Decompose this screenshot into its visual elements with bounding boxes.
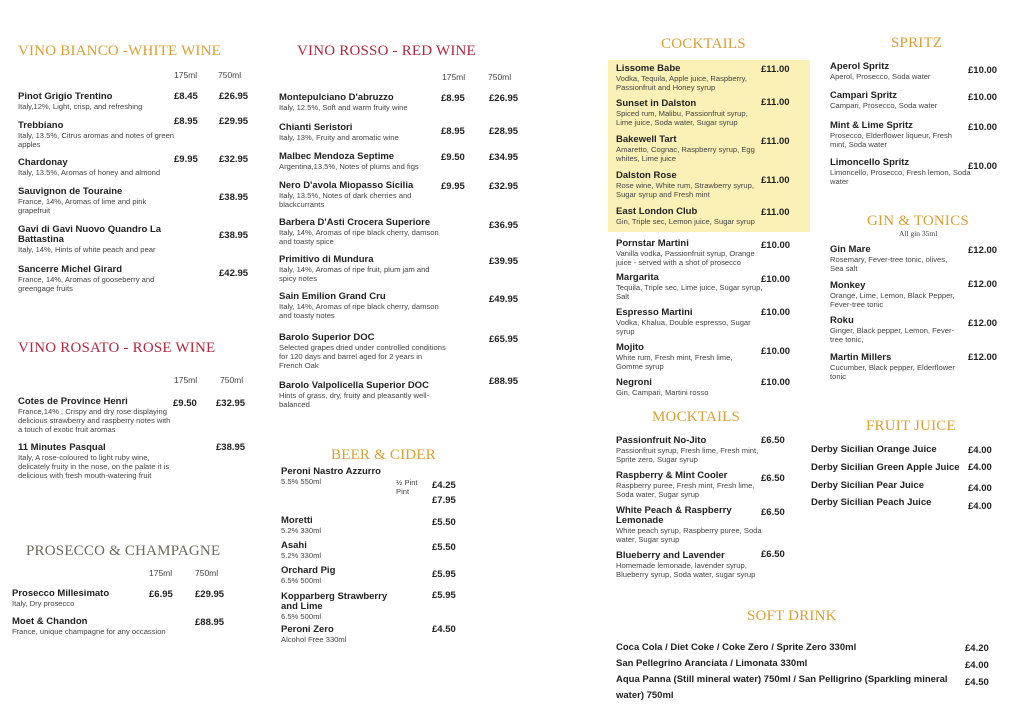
price-750: £38.95 <box>219 192 249 203</box>
white-wine-title: VINO BIANCO -WHITE WINE <box>18 43 222 59</box>
juice-price: £4.00 <box>968 462 992 473</box>
menu-item: Margarita Tequila, Triple sec, Lime juice, Sugar syrup, Salt <box>616 272 763 301</box>
prosecco-title: PROSECCO & CHAMPAGNE <box>26 543 221 559</box>
menu-item: White Peach & Raspberry Lemonade White peach syrup, Raspberry puree, Soda water, Sugar syrup <box>616 505 762 544</box>
soft-price: £4.00 <box>965 660 989 671</box>
menu-item: Moet & Chandon France, unique champagne for any occassion <box>12 616 166 636</box>
beer-price: £5.95 <box>432 590 456 601</box>
price-750: £88.95 <box>489 376 519 387</box>
menu-item: Sain Emilion Grand Cru Italy, 14%, Aromas of ripe black cherry, damson and toasty notes <box>279 291 439 320</box>
price-750: £39.95 <box>489 256 519 267</box>
price-175: £9.50 <box>441 152 465 163</box>
menu-item: Malbec Mendoza Septime Argentina,13.5%, Notes of plums and figs <box>279 151 419 171</box>
gin-price: £12.00 <box>968 352 998 363</box>
cocktail-price: £10.00 <box>761 274 791 285</box>
spritz-price: £10.00 <box>968 122 998 133</box>
menu-item: Mint & Lime Spritz Prosecco, Elderflower liqueur, Fresh mint, Soda water <box>830 120 952 149</box>
menu-item: Nero D'avola Miopasso Sicilia Italy, 13.5%, Notes of dark cherries and blackcurrants <box>279 180 414 209</box>
price-175: £6.95 <box>149 589 173 600</box>
rose-size-175: 175ml <box>174 375 198 385</box>
price-750: £42.95 <box>219 268 249 279</box>
menu-item: Chianti Seristori Italy, 13%, Fruity and aromatic wine <box>279 122 399 142</box>
beer-unit: ½ Pint Pint <box>396 478 418 496</box>
menu-item: Campari Spritz Campari, Prosecco, Soda water <box>830 90 938 110</box>
gin-title: GIN & TONICS <box>867 213 969 229</box>
juice-price: £4.00 <box>968 483 992 494</box>
menu-item: Gavi di Gavi Nuovo Quandro La Battastina Italy, 14%, Hints of white peach and pear <box>18 224 162 254</box>
menu-item: Derby Sicilian Pear Juice <box>811 480 925 491</box>
cocktail-price: £10.00 <box>761 307 791 318</box>
menu-item: San Pellegrino Aranciata / Limonata 330ml <box>616 658 808 669</box>
spritz-title: SPRITZ <box>891 35 943 51</box>
menu-item: Derby Sicilian Green Apple Juice <box>811 462 960 473</box>
price-175: £9.95 <box>174 154 198 165</box>
gin-price: £12.00 <box>968 318 998 329</box>
cocktail-price: £11.00 <box>761 64 790 75</box>
price-750: £29.95 <box>195 589 225 600</box>
menu-item: Espresso Martini Vodka, Khalua, Double espresso, Sugar syrup <box>616 307 751 336</box>
mocktail-price: £6.50 <box>761 435 785 446</box>
soft-price: £4.50 <box>965 677 989 688</box>
menu-item: Sunset in Dalston Spiced rum, Malibu, Passionfruit syrup, Lime juice, Soda water, Sugar syrup <box>616 98 748 127</box>
white-size-750: 750ml <box>218 70 242 80</box>
menu-item: Trebbiano Italy, 13.5%, Citrus aromas and notes of green apples <box>18 120 175 149</box>
menu-item: Derby Sicilian Peach Juice <box>811 497 932 508</box>
cocktail-price: £11.00 <box>761 207 790 218</box>
menu-item: Barolo Superior DOC Selected grapes dried under controlled conditions for 120 days and barrel aged for 2 years in French Oak <box>279 332 446 370</box>
menu-item: Pornstar Martini Vanilla vodka, Passionfruit syrup, Orange juice - served with a shot of prosecco <box>616 238 755 267</box>
menu-item: Prosecco Millesimato Italy, Dry prosecco <box>12 588 110 608</box>
price-750: £36.95 <box>489 220 519 231</box>
price-750: £26.95 <box>489 93 519 104</box>
menu-item: Passionfruit No-Jito Passionfruit syrup, Fresh lime, Fresh mint, Sprite zero, Sugar syrup <box>616 435 759 464</box>
menu-item: Dalston Rose Rose wine, White rum, Strawberry syrup, Sugar syrup and Fresh mint <box>616 170 754 199</box>
beer-price: £5.50 <box>432 517 456 528</box>
menu-item: Aperol Spritz Aperol, Prosecco, Soda water <box>830 61 931 81</box>
price-750: £32.95 <box>489 181 519 192</box>
menu-item: Mojito White rum, Fresh mint, Fresh lime, Gomme syrup <box>616 342 733 371</box>
menu-item: Chardonay Italy, 13.5%, Aromas of honey and almond <box>18 157 161 177</box>
price-175: £9.50 <box>173 398 197 409</box>
beer-title: BEER & CIDER <box>331 447 436 463</box>
menu-item: Roku Ginger, Black pepper, Lemon, Fever-tree tonic, <box>830 315 955 344</box>
cocktail-price: £11.00 <box>761 136 790 147</box>
menu-item: Peroni Nastro Azzurro 5.5% 550ml <box>281 466 381 486</box>
cocktail-price: £10.00 <box>761 240 791 251</box>
menu-item: Asahi 5.2% 330ml <box>281 540 322 560</box>
red-wine-title: VINO ROSSO - RED WINE <box>297 43 476 59</box>
price-175: £8.95 <box>441 126 465 137</box>
mocktail-price: £6.50 <box>761 473 785 484</box>
white-size-175: 175ml <box>174 70 198 80</box>
price-750: £32.95 <box>219 154 249 165</box>
menu-item: Derby Sicilian Orange Juice <box>811 444 937 455</box>
rose-wine-title: VINO ROSATO - ROSE WINE <box>18 340 216 356</box>
cocktail-price: £10.00 <box>761 377 791 388</box>
cocktails-title: COCKTAILS <box>661 36 746 52</box>
spritz-price: £10.00 <box>968 161 998 172</box>
price-750: £34.95 <box>489 152 519 163</box>
fruit-juice-title: FRUIT JUICE <box>866 418 956 434</box>
menu-item: Cotes de Province Henri France,14% , Crispy and dry rose displaying delicious strawberry and raspberry notes with a touch of exotic fruit aromas <box>18 396 171 434</box>
menu-item: Montepulciano D'abruzzo Italy, 12.5%, Soft and warm fruity wine <box>279 92 408 112</box>
menu-item: Gin Mare Rosemary, Fever-tree tonic, olives, Sea salt <box>830 244 948 273</box>
menu-item: Primitivo di Mundura Italy, 14%, Aromas of ripe fruit, plum jam and spicy notes <box>279 254 430 283</box>
menu-item: 11 Minutes Pasqual Italy, A rose-coloured to light ruby wine, delicately fruity in the nose, on the palate it is delicious with fresh mouth-watering fruit <box>18 442 170 480</box>
menu-item: Orchard Pig 6.5% 500ml <box>281 565 336 585</box>
mocktail-price: £6.50 <box>761 549 785 560</box>
spritz-price: £10.00 <box>968 65 998 76</box>
gin-price: £12.00 <box>968 279 998 290</box>
menu-item: Raspberry & Mint Cooler Raspberry puree, Fresh mint, Fresh lime, Soda water, Sugar syrup <box>616 470 755 499</box>
cocktail-price: £10.00 <box>761 346 791 357</box>
menu-item: Negroni Gin, Campari, Martini rosso <box>616 377 709 397</box>
red-size-750: 750ml <box>488 72 512 82</box>
gin-note: All gin 35ml <box>899 229 938 238</box>
juice-price: £4.00 <box>968 501 992 512</box>
beer-price: £4.50 <box>432 624 456 635</box>
price-750: £49.95 <box>489 294 519 305</box>
menu-item: Blueberry and Lavender Homemade lemonade, lavender syrup, Blueberry syrup, Soda water, sugar syrup <box>616 550 756 579</box>
rose-size-750: 750ml <box>220 375 244 385</box>
menu-item: Kopparberg Strawberry and Lime 6.5% 500ml <box>281 591 388 621</box>
price-750: £29.95 <box>219 116 249 127</box>
menu-item: Barbera D'Asti Crocera Superiore Italy, 14%, Aromas of ripe black cherry, damson and toasty spice <box>279 217 439 246</box>
beer-price: £4.25 £7.95 <box>432 480 456 506</box>
price-750: £32.95 <box>216 398 246 409</box>
price-750: £88.95 <box>195 617 225 628</box>
gin-price: £12.00 <box>968 245 998 256</box>
price-750: £38.95 <box>219 230 249 241</box>
menu-item: Monkey Orange, Lime, Lemon, Black Pepper, Fever-tree tonic <box>830 280 955 309</box>
menu-item: Limoncello Spritz Limoncello, Prosecco, Fresh lemon, Soda water <box>830 157 971 186</box>
mocktails-title: MOCKTAILS <box>652 409 741 425</box>
menu-item: East London Club Gin, Triple sec, Lemon juice, Sugar syrup <box>616 206 755 226</box>
beer-price: £5.50 <box>432 542 456 553</box>
menu-item: Moretti 5.2% 330ml <box>281 515 322 535</box>
menu-item: Lissome Babe Vodka, Tequila, Apple juice, Raspberry, Passionfruit and Honey syrup <box>616 63 748 92</box>
menu-item: Coca Cola / Diet Coke / Coke Zero / Sprite Zero 330ml <box>616 642 857 653</box>
menu-item: Martin Millers Cucumber, Black pepper, Elderflower tonic <box>830 352 955 381</box>
menu-item: Sauvignon de Touraine France, 14%, Aromas of lime and pink grapefruit <box>18 186 147 215</box>
soft-price: £4.20 <box>965 643 989 654</box>
mocktail-price: £6.50 <box>761 507 785 518</box>
soft-drink-title: SOFT DRINK <box>747 608 837 624</box>
price-750: £26.95 <box>219 91 249 102</box>
beer-price: £5.95 <box>432 569 456 580</box>
spritz-price: £10.00 <box>968 92 998 103</box>
menu-item: Aqua Panna (Still mineral water) 750ml / San Pelligrino (Sparkling mineral water) 750ml <box>616 674 948 701</box>
prosecco-size-175: 175ml <box>149 568 173 578</box>
juice-price: £4.00 <box>968 445 992 456</box>
menu-item: Pinot Grigio Trentino Italy,12%, Light, crisp, and refreshing <box>18 91 143 111</box>
menu-item: Barolo Valpolicella Superior DOC Hints of grass, dry, fruity and pleasantly well-balanced <box>279 380 430 409</box>
cocktail-price: £11.00 <box>761 175 790 186</box>
red-size-175: 175ml <box>442 72 466 82</box>
price-175: £8.95 <box>174 116 198 127</box>
price-750: £28.95 <box>489 126 519 137</box>
menu-item: Peroni Zero Alcohol Free 330ml <box>281 624 347 644</box>
menu-item: Bakewell Tart Amaretto, Cognac, Raspberry syrup, Egg whites, Lime juice <box>616 134 755 163</box>
price-750: £65.95 <box>489 334 519 345</box>
price-750: £38.95 <box>216 442 246 453</box>
menu-item: Sancerre Michel Girard France, 14%, Aromas of gooseberry and greengage fruits <box>18 264 155 293</box>
prosecco-size-750: 750ml <box>195 568 219 578</box>
price-175: £9.95 <box>441 181 465 192</box>
cocktail-price: £11.00 <box>761 97 790 108</box>
price-175: £8.45 <box>174 91 198 102</box>
price-175: £8.95 <box>441 93 465 104</box>
